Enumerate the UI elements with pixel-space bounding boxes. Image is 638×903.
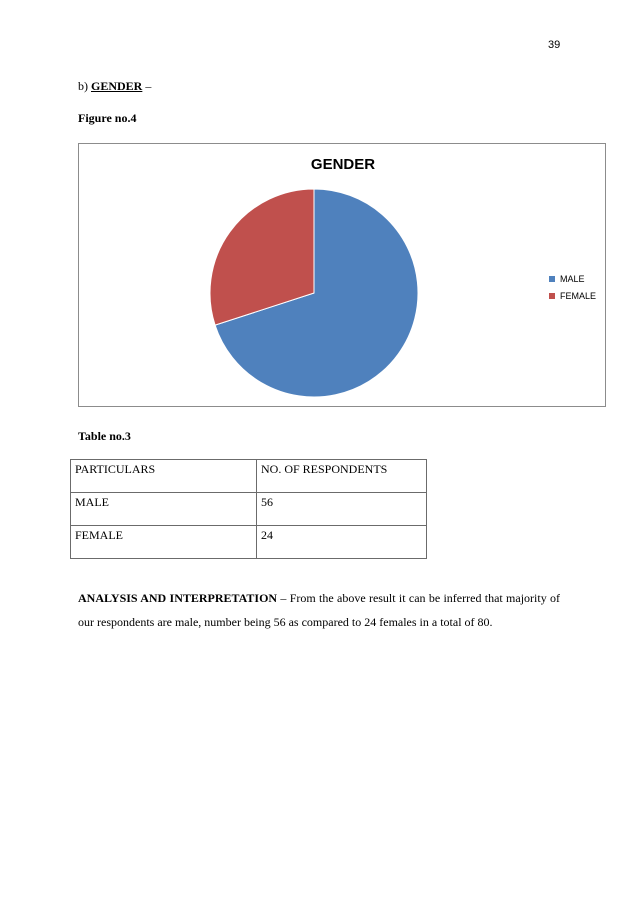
table-label: Table no.3 bbox=[78, 429, 131, 443]
table-row bbox=[71, 493, 427, 526]
table-cell: FEMALE bbox=[71, 526, 257, 559]
chart-title: GENDER bbox=[310, 156, 376, 173]
section-prefix: b) bbox=[78, 79, 88, 93]
table-cell: MALE bbox=[71, 493, 257, 526]
section-title: GENDER bbox=[91, 79, 143, 93]
legend-swatch-female bbox=[549, 293, 555, 299]
section-heading bbox=[78, 79, 151, 94]
legend-swatch-male bbox=[549, 276, 555, 282]
pie-slices bbox=[210, 189, 418, 397]
table-cell: 24 bbox=[257, 526, 427, 559]
analysis-text: – From the above result it can be inferred that majority of our respondents are male, number being 56 as compared to 24 females in a total of 80. bbox=[78, 591, 560, 629]
respondents-table bbox=[70, 459, 427, 559]
legend-label-male: MALE bbox=[560, 274, 585, 284]
page-number: 39 bbox=[548, 39, 561, 51]
table-row bbox=[71, 526, 427, 559]
table-cell: 56 bbox=[257, 493, 427, 526]
section-suffix: – bbox=[145, 79, 152, 93]
chart-legend bbox=[549, 274, 596, 301]
analysis-paragraph bbox=[78, 586, 560, 634]
pie-chart-svg bbox=[79, 144, 607, 408]
table-header-row bbox=[71, 460, 427, 493]
pie-chart bbox=[78, 143, 606, 407]
legend-label-female: FEMALE bbox=[560, 291, 597, 301]
analysis-heading: ANALYSIS AND INTERPRETATION bbox=[78, 591, 278, 605]
figure-label: Figure no.4 bbox=[78, 111, 137, 125]
table-header-cell: NO. OF RESPONDENTS bbox=[257, 460, 427, 493]
table-header-cell: PARTICULARS bbox=[71, 460, 257, 493]
